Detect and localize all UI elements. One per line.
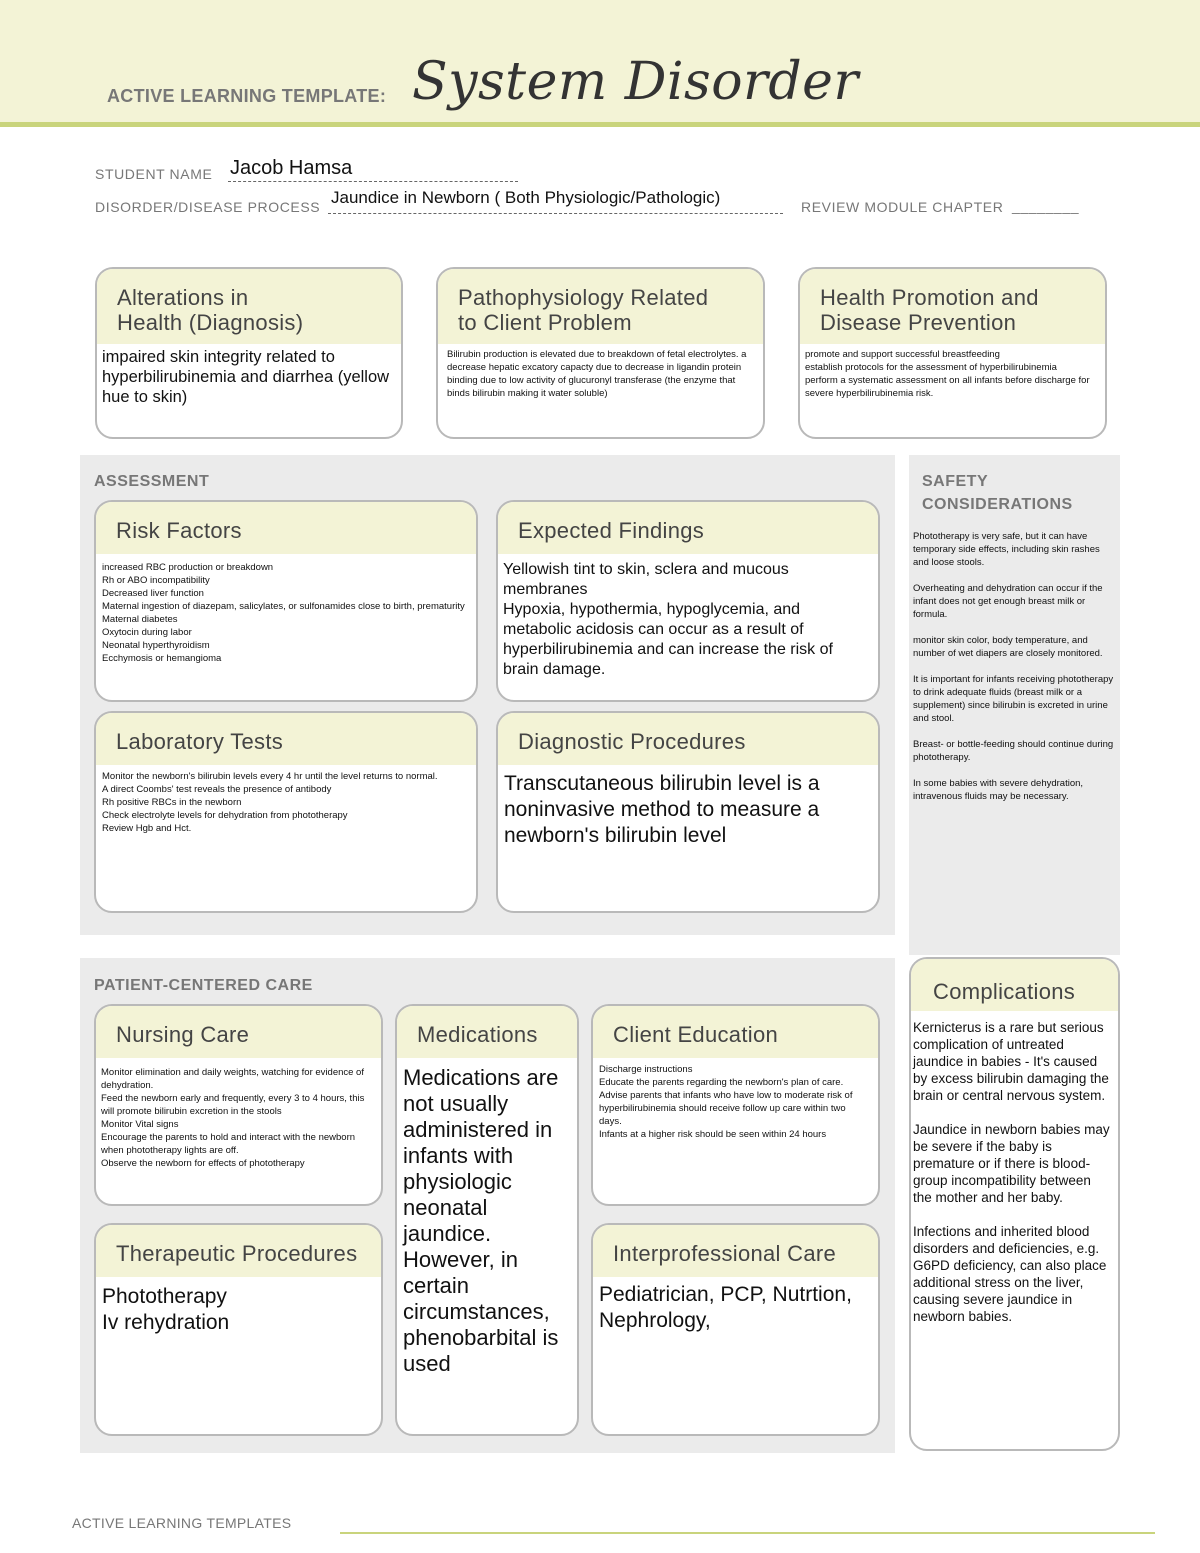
card-title: Risk Factors [96,502,476,554]
card-therapeutic-procedures [94,1223,383,1436]
card-client-education [591,1004,880,1206]
card-body[interactable]: impaired skin integrity related to hyperbilirubinemia and diarrhea (yellow hue to skin) [102,348,390,406]
card-body[interactable]: Bilirubin production is elevated due to breakdown of fetal electrolytes. a decrease hepatic excatory capacty due to decrease in ligandin protein binding due to low activity of glucuronyl transferase (the enzyme that binds bilirubin making it water soluble) [447,349,747,399]
card-title: Therapeutic Procedures [96,1225,381,1277]
card-title: Pathophysiology Related to Client Problem [438,269,763,344]
header-rule [0,122,1200,127]
patient-care-title: PATIENT-CENTERED CARE [94,977,313,994]
disorder-value: Jaundice in Newborn ( Both Physiologic/Pathologic) [331,188,721,207]
card-risk-factors [94,500,478,702]
card-body[interactable]: Transcutaneous bilirubin level is a noninvasive method to measure a newborn's bilirubin level [504,772,820,847]
card-title: Nursing Care [96,1006,381,1058]
student-name-field[interactable] [228,158,518,182]
student-name-label: STUDENT NAME [95,166,213,182]
card-nursing-care [94,1004,383,1206]
card-pathophysiology [436,267,765,439]
card-body[interactable]: Discharge instructions Educate the parents regarding the newborn's plan of care. Advise parents that infants who have low to moderate risk of hyperbilirubinemia should receive follow up care within two days. Infants at a higher risk should be seen within 24 hours [599,1064,853,1140]
card-body[interactable]: increased RBC production or breakdown Rh or ABO incompatibility Decreased liver function Maternal ingestion of diazepam, salicylates, or sulfonamides close to birth, prematurity Maternal diabetes Oxytocin during labor Neonatal hyperthyroidism Ecchymosis or hemangioma [102,562,465,664]
card-health-promotion [798,267,1107,439]
card-medications [395,1004,579,1436]
footer-rule [340,1532,1155,1534]
card-title: Laboratory Tests [96,713,476,765]
card-body[interactable]: Medications are not usually administered in infants with physiologic neonatal jaundice. However, in certain circumstances, phenobarbital is used [403,1065,559,1376]
template-label: ACTIVE LEARNING TEMPLATE: [107,86,387,106]
card-body[interactable]: Phototherapy Iv rehydration [102,1285,230,1334]
card-title: Alterations in Health (Diagnosis) [97,269,401,344]
student-name-value: Jacob Hamsa [230,157,353,179]
footer-label: ACTIVE LEARNING TEMPLATES [72,1515,292,1531]
card-title: Complications [911,959,1118,1011]
disorder-field[interactable] [328,190,783,214]
card-interprofessional-care [591,1223,880,1436]
card-body[interactable]: Pediatrician, PCP, Nutrtion, Nephrology, [599,1283,852,1332]
card-title: Diagnostic Procedures [498,713,878,765]
safety-body[interactable]: Phototherapy is very safe, but it can have temporary side effects, including skin rashes and loose stools. Overheating and dehydration can occur if the infant does not get enough breast milk or formula. monitor skin color, body temperature, and number of wet diapers are closely monitored. It is important for infants receiving phototherapy to drink adequate fluids (breast milk or a supplement) since bilirubin is excreted in urine and stool. Breast- or bottle-feeding should continue during phototherapy. In some babies with severe dehydration, intravenous fluids may be necessary. [913,531,1114,802]
review-module-label: REVIEW MODULE CHAPTER [801,199,1004,215]
template-title: System Disorder [412,52,859,112]
assessment-title: ASSESSMENT [94,473,210,490]
disorder-label: DISORDER/DISEASE PROCESS [95,199,321,215]
card-body[interactable]: promote and support successful breastfeeding establish protocols for the assessment of hyperbilirubinemia perform a systematic assessment on all infants before discharge for severe hyperbilirubinemia risk. [805,349,1090,399]
card-body[interactable]: Monitor elimination and daily weights, watching for evidence of dehydration. Feed the newborn early and frequently, every 3 to 4 hours, this will promote bilirubin excretion in the stools Monitor Vital signs Encourage the parents to hold and interact with the newborn when phototherapy lights are off. Observe the newborn for effects of phototherapy [101,1067,365,1169]
safety-title: SAFETY CONSIDERATIONS [922,473,1073,513]
card-body[interactable]: Monitor the newborn's bilirubin levels every 4 hr until the level returns to normal. A direct Coombs' test reveals the presence of antibody Rh positive RBCs in the newborn Check electrolyte levels for dehydration from phototherapy Review Hgb and Hct. [102,771,438,834]
card-diagnostic-procedures [496,711,880,913]
card-title: Client Education [593,1006,878,1058]
card-laboratory-tests [94,711,478,913]
card-alterations [95,267,403,439]
card-body[interactable]: Kernicterus is a rare but serious complication of untreated jaundice in babies - It's caused by excess bilirubin damaging the brain or central nervous system. Jaundice in newborn babies may be severe if the baby is premature or if there is blood-group incompatibility between the mother and her baby. Infections and inherited blood disorders and deficiencies, e.g. G6PD deficiency, can also place additional stress on the liver, causing severe jaundice in newborn babies. [913,1020,1110,1324]
card-expected-findings [496,500,880,702]
card-title: Interprofessional Care [593,1225,878,1277]
card-body[interactable]: Yellowish tint to skin, sclera and mucous membranes Hypoxia, hypothermia, hypoglycemia, and metabolic acidosis can occur as a result of hyperbilirubinemia and can increase the risk of brain damage. [503,561,833,678]
review-module-field[interactable]: ________ [1012,198,1080,214]
card-complications [909,957,1120,1451]
card-title: Expected Findings [498,502,878,554]
card-title: Medications [397,1006,577,1058]
card-title: Health Promotion and Disease Prevention [800,269,1105,344]
